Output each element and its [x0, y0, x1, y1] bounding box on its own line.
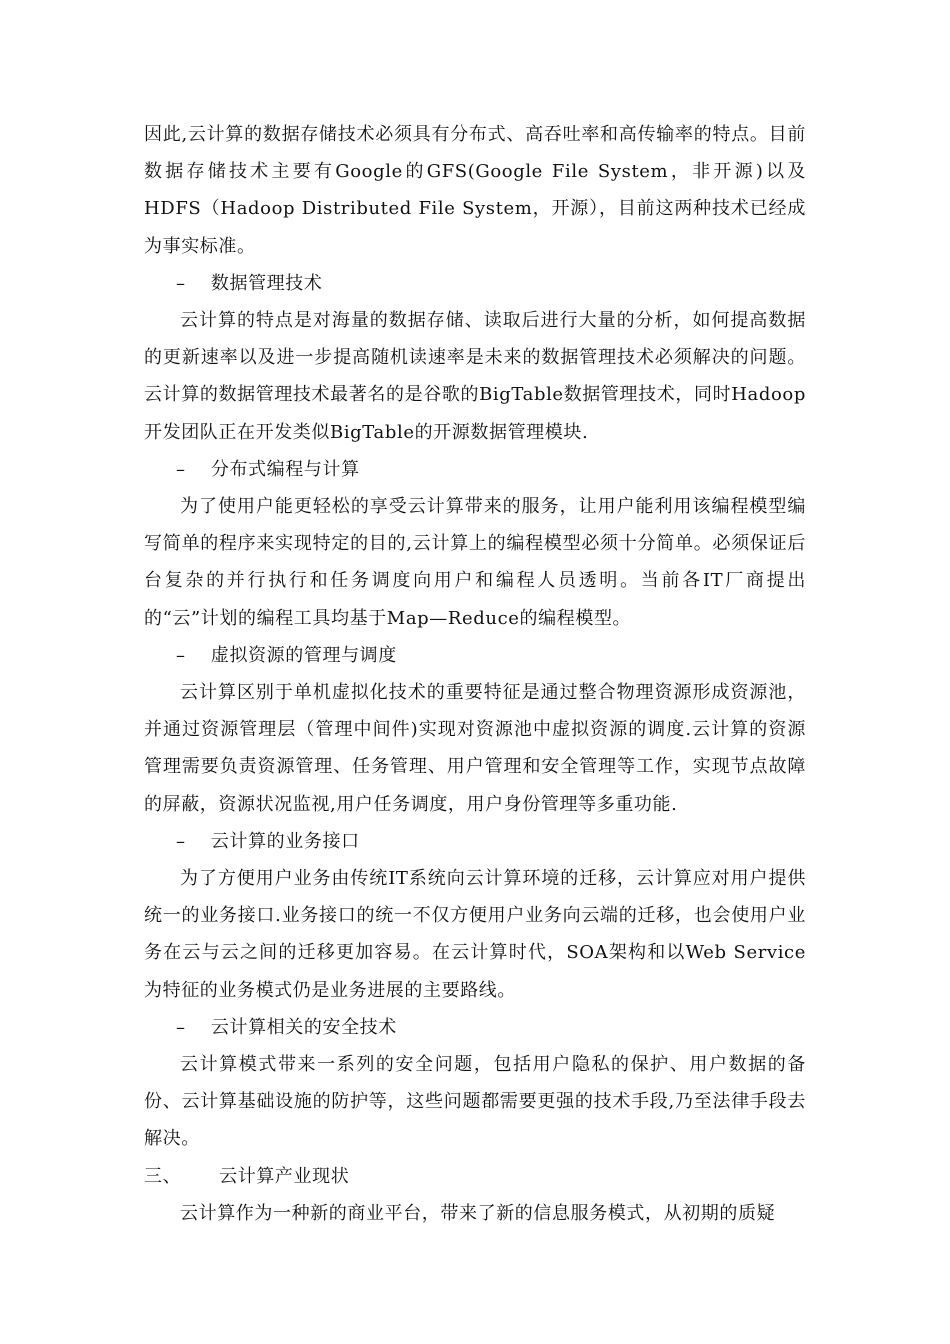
paragraph-distributed-programming: 为了使用户能更轻松的享受云计算带来的服务，让用户能利用该编程模型编写简单的程序来实现特定的目的,云计算上的编程模型必须十分简单。必须保证后台复杂的并行执行和任务调度向用户和编程人员透明。当前各IT厂商提出的“云”计划的编程工具均基于Map—Reduce的编程模型。 — [144, 496, 806, 629]
paragraph-business-interface: 为了方便用户业务由传统IT系统向云计算环境的迁移，云计算应对用户提供统一的业务接口.业务接口的统一不仅方便用户业务向云端的迁移，也会使用户业务在云与云之间的迁移更加容易。在云计算时代，SOA架构和以Web Service为特征的业务模式仍是业务进展的主要路线。 — [144, 868, 806, 1001]
heading-security-tech: – 云计算相关的安全技术 — [176, 1016, 397, 1038]
paragraph-storage-tech: 因此,云计算的数据存储技术必须具有分布式、高吞吐率和高传输率的特点。目前数据存储技术主要有Google的GFS(Google File System，非开源)以及HDFS（Hadoop Distributed File System，开源），目前这两种技术已经成为事实标准。 — [144, 124, 806, 257]
document-body — [144, 116, 806, 1232]
heading-virtual-resources: – 虚拟资源的管理与调度 — [176, 644, 397, 666]
paragraph-industry-status: 云计算作为一种新的商业平台，带来了新的信息服务模式，从初期的质疑 — [180, 1202, 776, 1224]
paragraph-virtual-resources: 云计算区别于单机虚拟化技术的重要特征是通过整合物理资源形成资源池，并通过资源管理层（管理中间件)实现对资源池中虚拟资源的调度.云计算的资源管理需要负责资源管理、任务管理、用户管理和安全管理等工作，实现节点故障的屏蔽，资源状况监视,用户任务调度，用户身份管理等多重功能. — [144, 682, 806, 815]
heading-distributed-programming: – 分布式编程与计算 — [176, 458, 360, 480]
paragraph-security-tech: 云计算模式带来一系列的安全问题，包括用户隐私的保护、用户数据的备份、云计算基础设施的防护等，这些问题都需要更强的技术手段,乃至法律手段去解决。 — [144, 1054, 806, 1150]
heading-data-management: – 数据管理技术 — [176, 272, 323, 294]
paragraph-data-management: 云计算的特点是对海量的数据存储、读取后进行大量的分析，如何提高数据的更新速率以及进一步提高随机读速率是未来的数据管理技术必须解决的问题。云计算的数据管理技术最著名的是谷歌的BigTable数据管理技术，同时Hadoop开发团队正在开发类似BigTable的开源数据管理模块. — [144, 310, 806, 443]
heading-business-interface: – 云计算的业务接口 — [176, 830, 360, 852]
section-heading-industry-status: 三、 云计算产业现状 — [144, 1165, 350, 1187]
